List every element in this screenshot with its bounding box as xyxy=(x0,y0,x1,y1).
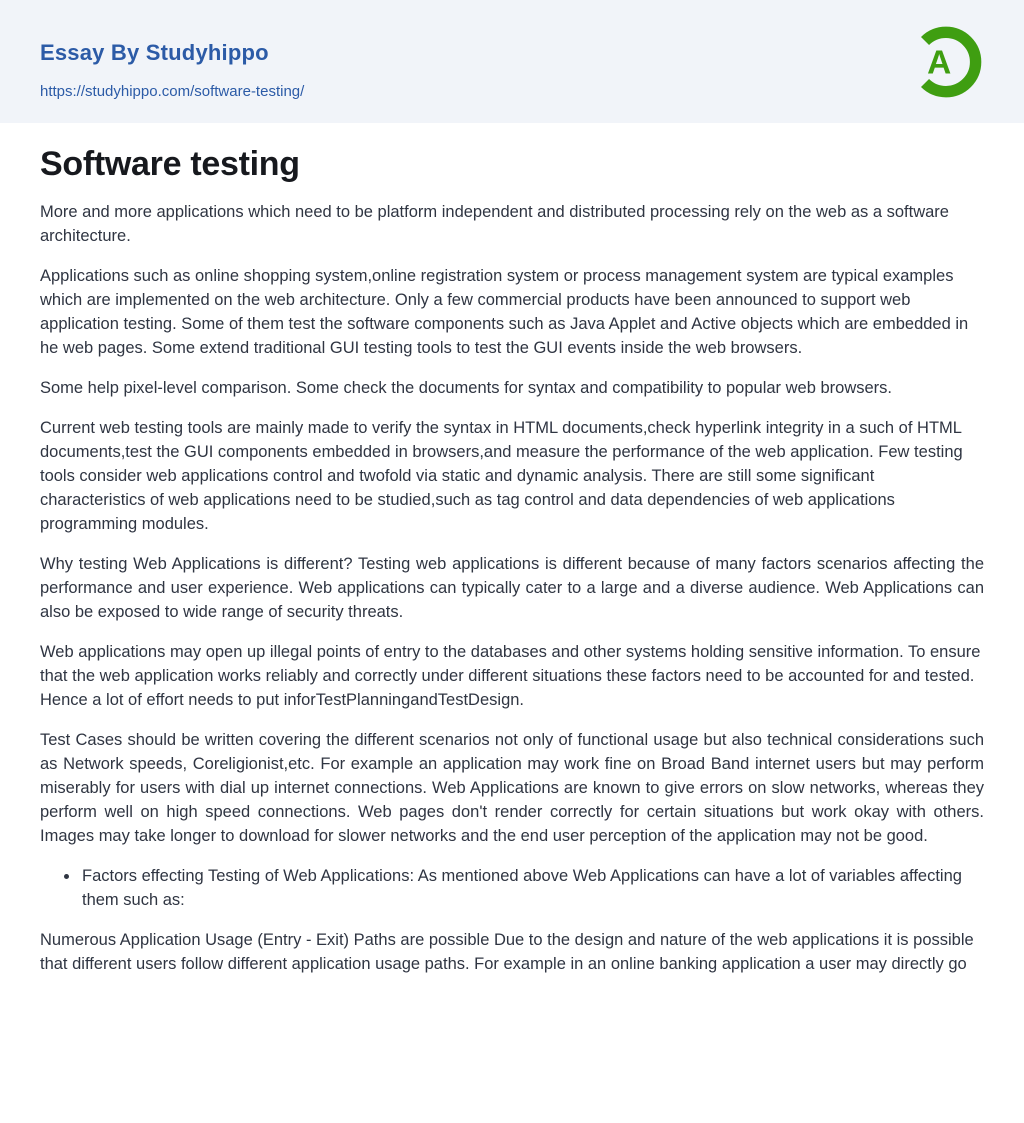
logo-letter: A xyxy=(927,44,952,82)
essay-content xyxy=(0,145,1024,976)
source-url-link[interactable]: https://studyhippo.com/software-testing/ xyxy=(40,83,305,100)
page-title: Software testing xyxy=(40,145,300,183)
paragraph-2: Applications such as online shopping system,online registration system or process management system are typical examples which are implemented on the web architecture. Only a few commercial products have been announced to support web application testing. Some of them test the software components such as Java Applet and Active objects which are embedded in he web pages. Some extend traditional GUI testing tools to test the GUI events inside the web browsers. xyxy=(40,267,969,358)
essay-byline: Essay By Studyhippo xyxy=(40,40,269,65)
paragraph-3: Some help pixel-level comparison. Some check the documents for syntax and compatibility to popular web browsers. xyxy=(40,379,892,398)
studyhippo-logo xyxy=(908,24,984,100)
bullet-list xyxy=(40,864,984,912)
header xyxy=(0,0,1024,123)
paragraph-7: Test Cases should be written covering the different scenarios not only of functional usage but also technical considerations such as Network speeds, Coreligionist,etc. For example an application may work fine on Broad Band internet users but may perform miserably for users with dial up internet connections. Web Applications are known to give errors on slow networks, whereas they perform well on high speed connections. Web pages don't render correctly for certain situations but work okay with others. Images may take longer to download for slower networks and the end user perception of the application may not be good. xyxy=(40,731,984,846)
paragraph-4: Current web testing tools are mainly made to verify the syntax in HTML documents,check hyperlink integrity in a such of HTML documents,test the GUI components embedded in browsers,and measure the performance of the web application. Few testing tools consider web applications control and twofold via static and dynamic analysis. There are still some significant characteristics of web applications need to be studied,such as tag control and data dependencies of web applications programming modules. xyxy=(40,419,963,534)
list-item: • Factors effecting Testing of Web Applications: As mentioned above Web Applications can have a lot of variables affecting them such as: xyxy=(80,864,984,912)
paragraph-6: Web applications may open up illegal points of entry to the databases and other systems holding sensitive information. To ensure that the web application works reliably and correctly under different situations these factors need to be accounted for and tested. Hence a lot of effort needs to put inforTestPlanningandTestDesign. xyxy=(40,643,981,710)
header-text-block xyxy=(40,36,304,101)
paragraph-1: More and more applications which need to be platform independent and distributed processing rely on the web as a software architecture. xyxy=(40,203,949,246)
studyhippo-logo-icon xyxy=(908,24,984,100)
paragraph-5: Why testing Web Applications is different? Testing web applications is different because of many factors scenarios affecting the performance and user experience. Web applications can typically cater to a large and a diverse audience. Web Applications can also be exposed to wide range of security threats. xyxy=(40,555,984,622)
paragraph-8: Numerous Application Usage (Entry - Exit) Paths are possible Due to the design and nature of the web applications it is possible that different users follow different application usage paths. For example in an online banking application a user may directly go xyxy=(40,931,974,974)
